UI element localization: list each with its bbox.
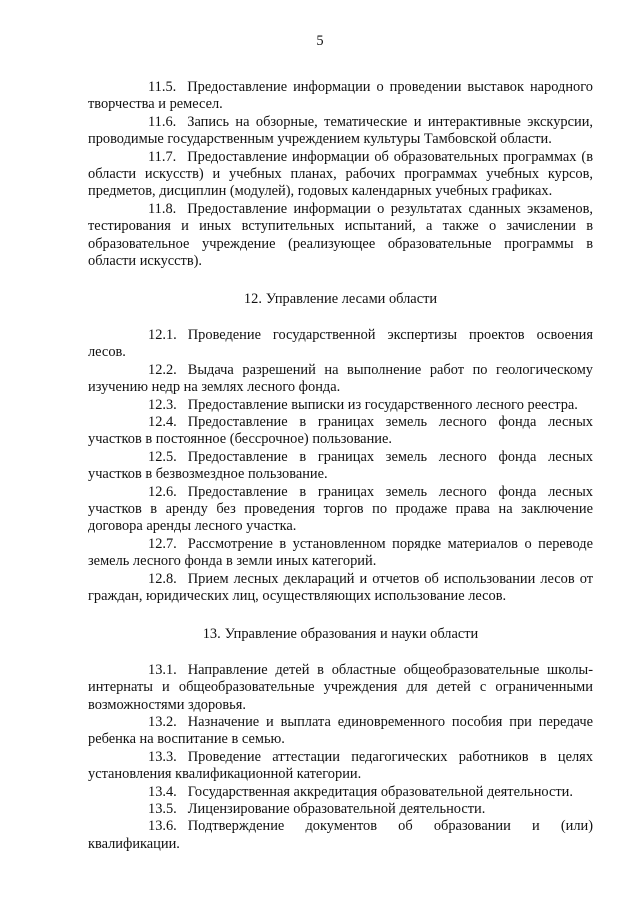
item-number: 12.8. (148, 570, 177, 587)
item-text: Предоставление в границах земель лесного фонда лесных участков в безвозмездное пользование. (88, 448, 593, 483)
item-text: Предоставление в границах земель лесного фонда лесных участков в аренду без проведения торгов по продаже права на заключение договора аренды лесного участка. (88, 483, 593, 535)
list-item-11-5 (88, 79, 593, 114)
item-text: Лицензирование образовательной деятельности. (187, 801, 486, 818)
list-item-12-4 (88, 414, 593, 449)
item-number: 13.4. (148, 783, 177, 800)
list-item-12-6 (88, 484, 593, 536)
item-text: Предоставление информации о результатах сданных экзаменов, тестирования и иных вступительных испытаний, а также о зачислении в образовательное учреждение (реализующее образовательные программы в области искусств). (88, 200, 593, 270)
section-title: Управление образования и науки области (224, 626, 479, 643)
item-text: Предоставление информации о проведении выставок народного творчества и ремесел. (88, 79, 593, 113)
item-number: 12.5. (148, 448, 177, 465)
item-text: Подтверждение документов об образовании и (или) квалификации. (88, 818, 593, 852)
item-number: 12.2. (148, 361, 177, 378)
item-number: 12.1. (148, 326, 177, 343)
item-text: Запись на обзорные, тематические и интерактивные экскурсии, проводимые государственным учреждением культуры Тамбовской области. (88, 113, 593, 148)
item-number: 13.1. (148, 661, 177, 678)
item-text: Государственная аккредитация образовательной деятельности. (187, 783, 573, 800)
item-text: Проведение аттестации педагогических работников в целях установления квалификационной категории. (88, 748, 593, 783)
list-item-13-5 (88, 801, 593, 818)
item-number: 11.5. (148, 79, 177, 95)
document-body (88, 79, 593, 853)
item-number: 13.3. (148, 748, 177, 765)
list-item-11-7 (88, 149, 593, 201)
item-number: 11.8. (148, 200, 177, 217)
list-item-13-1 (88, 662, 593, 714)
item-text: Предоставление выписки из государственного лесного реестра. (187, 396, 578, 413)
section-number: 13. (202, 626, 221, 643)
item-number: 12.7. (148, 535, 177, 552)
section-heading-13 (88, 626, 593, 643)
list-item-13-6 (88, 818, 593, 853)
list-item-13-3 (88, 749, 593, 784)
item-number: 11.7. (148, 148, 177, 165)
item-number: 13.2. (148, 714, 177, 730)
item-number: 12.4. (148, 413, 177, 430)
section-number: 12. (243, 291, 262, 308)
item-text: Проведение государственной экспертизы проектов освоения лесов. (88, 326, 593, 361)
section-heading-12 (88, 291, 593, 308)
item-number: 13.6. (148, 818, 177, 835)
list-item-12-7 (88, 536, 593, 571)
list-item-13-2 (88, 714, 593, 749)
section-title: Управление лесами области (265, 291, 438, 308)
item-number: 12.3. (148, 396, 177, 413)
item-number: 11.6. (148, 113, 177, 130)
list-item-12-3 (88, 397, 593, 414)
list-item-12-5 (88, 449, 593, 484)
list-item-13-4 (88, 784, 593, 801)
item-text: Направление детей в областные общеобразовательные школы-интернаты и общеобразовательные учреждения для детей с ограниченными возможностями здоровья. (88, 661, 593, 713)
item-text: Рассмотрение в установленном порядке материалов о переводе земель лесного фонда в земли иных категорий. (88, 535, 593, 570)
item-number: 12.6. (148, 483, 177, 500)
list-item-11-6 (88, 114, 593, 149)
item-text: Предоставление информации об образовательных программах (в области искусств) и учебных планах, рабочих программах учебных курсов, предметов, дисциплин (модулей), годовых календарных учебных графиках. (88, 148, 593, 200)
item-text: Прием лесных деклараций и отчетов об использовании лесов от граждан, юридических лиц, осуществляющих использование лесов. (88, 570, 593, 604)
item-text: Назначение и выплата единовременного пособия при передаче ребенка на воспитание в семью. (88, 714, 593, 748)
page-number: 5 (316, 33, 324, 49)
list-item-12-8 (88, 571, 593, 606)
item-text: Выдача разрешений на выполнение работ по геологическому изучению недр на землях лесного фонда. (88, 361, 593, 396)
item-number: 13.5. (148, 801, 177, 818)
item-text: Предоставление в границах земель лесного фонда лесных участков в постоянное (бессрочное) пользование. (88, 413, 593, 448)
list-item-12-2 (88, 362, 593, 397)
list-item-11-8 (88, 201, 593, 271)
list-item-12-1 (88, 327, 593, 362)
